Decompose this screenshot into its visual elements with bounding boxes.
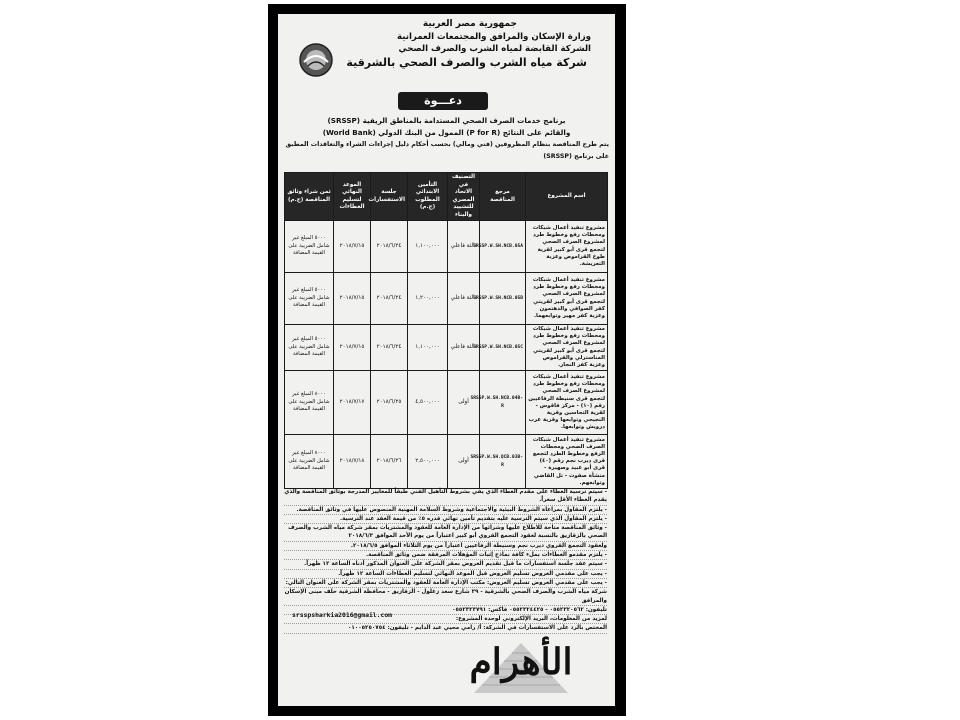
note-line: - يجب على مقدمي العروض تسليم العروض: مكتب الإدارة العامة للعقود والمشتريات بمقر الشركة على العنوان التالي: xyxy=(284,579,607,588)
note-line: - يلتزم المقاول الذي سيتم الترسية عليه بتقديم تأمين نهائي قدره ٥٪ من قيمة العقد عند الترسية. xyxy=(284,515,607,524)
note-line: تليفون: ٠٥٥٢٣٢٠٥٦٢ - ٠٥٥٢٣٢٤٤٢٥ فاكس: ٠٥٥٢٣٢٣٧٩١ xyxy=(284,606,607,615)
class-cell: ثالثة فاعلي xyxy=(448,325,480,371)
holding-company-name: الشركة القابضة لمياه الشرب والصرف الصحي xyxy=(398,44,591,54)
class-cell: ثالثة فاعلي xyxy=(448,273,480,325)
table-row xyxy=(285,273,608,325)
class-cell: أولى xyxy=(448,371,480,435)
table-header-row xyxy=(285,173,608,221)
project-cell: مشروع تنفيذ أعمال شبكات ومحطات رفع وخطوط طرد لمشروع الصرف الصحي لتجمع قرى أبو كبير لقريتي المناسترلي والقراموص وعزبة كفر النجار. xyxy=(526,325,608,371)
contact-email: srsspsharkia2016@gmail.com xyxy=(292,611,393,619)
class-cell: أولى xyxy=(448,435,480,489)
table-row xyxy=(285,371,608,435)
project-cell: مشروع تنفيذ أعمال شبكات ومحطات رفع وخطوط طرد لمشروع الصرف الصحي لتجمع قرى سنيطة الرفاعيين رقم (١٠) - مركز فاقوس - لقرية التحاسين وقرية النجيحي وتوابعها وقرية عرب درويش وتوابعها. xyxy=(526,371,608,435)
col-document-price: ثمن شراء وثائق المناقصة (ج.م) xyxy=(285,173,334,221)
price-cell: ٨٠٠٠ المبلغ غير شامل الضريبة على القيمة المضافة xyxy=(285,371,334,435)
project-cell: مشروع تنفيذ أعمال شبكات الصرف الصحي ومحطات الرفع وخطوط الطرد لتجمع قرى ديرب نجم رقم (٤٠) قرى أبو عبيد وصهيرة - منشأة صفوت - تل القاضي وتوابعهم. xyxy=(526,435,608,489)
insurance-cell: ١,١٠٠,٠٠٠ xyxy=(408,221,448,273)
col-project-name: اسم المشروع xyxy=(526,173,608,221)
ref-cell: SRSSP.W.SH.NCB.05A xyxy=(480,221,526,273)
ref-cell: SRSSP.W.SH.QCB.03B-R xyxy=(480,435,526,489)
note-line: المختص بالرد على الاستفسارات في الشركة: أ/ رامي محيي عبد الدايم - تليفون: ٠١٠٠٥٢٥٠٧٥٤ xyxy=(284,624,607,633)
col-deadline: الموعد النهائي لتسليم العطاءات xyxy=(334,173,371,221)
class-cell: ثالثة فاعلي xyxy=(448,221,480,273)
insurance-cell: ٢,٥٠٠,٠٠٠ xyxy=(408,435,448,489)
inquiry-cell: ٢٠١٨/٦/٢٥ xyxy=(371,371,408,435)
tender-system: يتم طرح المناقصة بنظام المظروفين (فني ومالي) بحسب أحكام دليل إجراءات الشراء والتعاقدات المطبق على برنامج (SRSSP) xyxy=(285,141,609,160)
table-row xyxy=(285,325,608,371)
note-line: - يلتزم المقاول بمراعاة الشروط البيئية والاجتماعية وشروط السلامة المهنية المنصوص عليها في وثائق المناقصة. xyxy=(284,506,607,515)
project-cell: مشروع تنفيذ أعمال شبكات ومحطات رفع وخطوط طرد لمشروع الصرف الصحي لتجمع قرى أبو كبير لقرية طوخ القراموص وعزبة التعريشة. xyxy=(526,221,608,273)
insurance-cell: ١,٢٠٠,٠٠٠ xyxy=(408,273,448,325)
al-ahram-logo xyxy=(456,635,586,695)
deadline-cell: ٢٠١٨/٧/١٨ xyxy=(334,435,371,489)
table-row xyxy=(285,435,608,489)
inquiry-cell: ٢٠١٨/٦/٢٤ xyxy=(371,273,408,325)
ref-cell: SRSSP.W.SH.NCB.04B-R xyxy=(480,371,526,435)
deadline-cell: ٢٠١٨/٧/١٥ xyxy=(334,221,371,273)
inquiry-cell: ٢٠١٨/٦/٢٤ xyxy=(371,221,408,273)
program-title: برنامج خدمات الصرف الصحي المستدامة بالمناطق الريفية (SRSSP) xyxy=(327,116,566,125)
note-line: - سيتم ترسية العطاء على مقدم العطاء الذي يفي بشروط التأهيل الفني طبقاً للمعايير المدرجة بوثائق المناقصة والذي يقدم العطاء الأقل سعراً. xyxy=(284,488,607,506)
price-cell: ٥٠٠٠ المبلغ غير شامل الضريبة على القيمة المضافة xyxy=(285,325,334,371)
country-name: جمهورية مصر العربية xyxy=(422,19,517,29)
note-line: - يلتزم مقدمو العطاءات بملء كافة نماذج إثبات المؤهلات المرفقة ضمن وثائق المناقصة. xyxy=(284,551,607,560)
newspaper-name: الأهرام xyxy=(469,641,573,683)
inquiry-cell: ٢٠١٨/٦/٢٦ xyxy=(371,435,408,489)
company-logo-icon xyxy=(298,42,334,78)
inquiry-cell: ٢٠١٨/٦/٢٤ xyxy=(371,325,408,371)
ministry-name: وزارة الإسكان والمرافق والمجتمعات العمرانية xyxy=(397,31,591,42)
table-row xyxy=(285,221,608,273)
newspaper-ad xyxy=(278,14,615,706)
note-line: لمزيد من المعلومات، البريد الإلكتروني لوحدة المشروع: xyxy=(284,615,607,624)
deadline-cell: ٢٠١٨/٧/١٥ xyxy=(334,325,371,371)
note-line: - يجب على مقدمي العروض تسليم العروض قبل الموعد النهائي لتسليم العطاءات الساعة ١٢ ظهراً. xyxy=(284,570,607,579)
note-line: ولعقود التجمع القروي ديرب نجم وسنيطة الرفاعيين اعتباراً من يوم الثلاثاء الموافق ٢٠١٨/٦/٥. xyxy=(284,542,607,551)
program-intro xyxy=(284,115,609,163)
note-line: - سيتم عقد جلسة استفسارات ما قبل تقديم العروض بمقر الشركة على العنوان المذكور أدناه الساعة ١٢ ظهراً. xyxy=(284,560,607,569)
invitation-banner: دعـــوة xyxy=(398,92,488,110)
ref-cell: SRSSP.W.SH.NCB.05B xyxy=(480,273,526,325)
project-cell: مشروع تنفيذ أعمال شبكات ومحطات رفع وخطوط طرد لمشروع الصرف الصحي لتجمع قرى أبو كبير لقريتي كفر الصوافي والدهتمون وعزبة كفر مهير وتوابعهما. xyxy=(526,273,608,325)
col-classification: التصنيف في الاتحاد المصري للتشييد والبناء xyxy=(448,173,480,221)
deadline-cell: ٢٠١٨/٧/١٥ xyxy=(334,273,371,325)
deadline-cell: ٢٠١٨/٧/١٧ xyxy=(334,371,371,435)
col-insurance: التأمين الابتدائي المطلوب (ج.م) xyxy=(408,173,448,221)
ref-cell: SRSSP.W.SH.NCB.05C xyxy=(480,325,526,371)
col-tender-ref: مرجع المناقصة xyxy=(480,173,526,221)
col-inquiry-session: جلسة الاستفسارات xyxy=(371,173,408,221)
insurance-cell: ٤,٥٠٠,٠٠٠ xyxy=(408,371,448,435)
insurance-cell: ١,١٠٠,٠٠٠ xyxy=(408,325,448,371)
price-cell: ٥٠٠٠ المبلغ غير شامل الضريبة على القيمة المضافة xyxy=(285,221,334,273)
price-cell: ٨٠٠٠ المبلغ غير شامل الضريبة على القيمة المضافة xyxy=(285,435,334,489)
price-cell: ٥٠٠٠ المبلغ غير شامل الضريبة على القيمة المضافة xyxy=(285,273,334,325)
note-line: شركة مياه الشرب والصرف الصحي بالشرقية - ٣٩ شارع سعد زغلول - الزقازيق - محافظة الشرقية خلف مبنى الإسكان والمرافق xyxy=(284,588,607,606)
program-funding: والقائم على النتائج (P for R) الممول من البنك الدولي (World Bank) xyxy=(322,128,571,137)
note-line: - وثائق المناقصة متاحة للاطلاع عليها وشرائها من الإدارة العامة للعقود والمشتريات بمقر شركة مياه الشرب والصرف الصحي بالزقازيق بالنسبة لعقود التجمع القروي أبو كبير اعتباراً من يوم الأحد الموافق ٢٠١٨/٦/٣ xyxy=(284,524,607,542)
company-name: شركة مياه الشرب والصرف الصحي بالشرقية xyxy=(346,55,587,69)
tender-table xyxy=(284,172,608,489)
